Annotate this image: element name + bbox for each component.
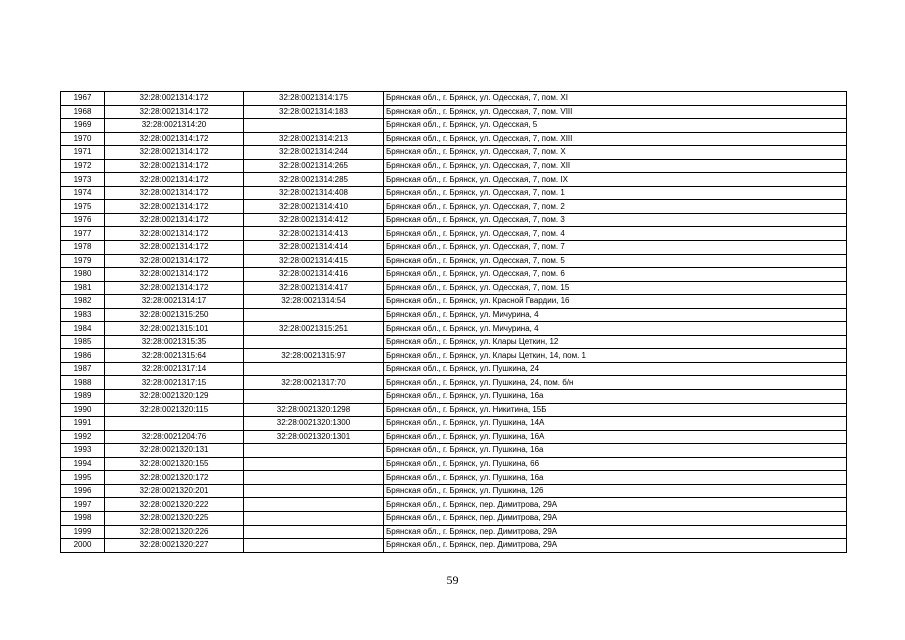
parent-cadastral-number-cell: 32:28:0021320:201 (105, 484, 244, 498)
row-number-cell: 1980 (61, 268, 105, 282)
parent-cadastral-number-cell: 32:28:0021320:226 (105, 525, 244, 539)
address-cell: Брянская обл., г. Брянск, ул. Красной Гвардии, 16 (384, 295, 847, 309)
address-cell: Брянская обл., г. Брянск, ул. Пушкина, 24, пом. б/н (384, 376, 847, 390)
row-number-cell: 1983 (61, 308, 105, 322)
parent-cadastral-number-cell: 32:28:0021320:155 (105, 457, 244, 471)
cadastral-number-cell (244, 444, 384, 458)
row-number-cell: 1992 (61, 430, 105, 444)
table-row (61, 227, 847, 241)
table-row (61, 241, 847, 255)
parent-cadastral-number-cell: 32:28:0021314:20 (105, 119, 244, 133)
cadastral-number-cell (244, 484, 384, 498)
row-number-cell: 1988 (61, 376, 105, 390)
parent-cadastral-number-cell: 32:28:0021320:129 (105, 390, 244, 404)
cadastral-number-cell: 32:28:0021315:97 (244, 349, 384, 363)
address-cell: Брянская обл., г. Брянск, ул. Одесская, 7, пом. 3 (384, 213, 847, 227)
table-row (61, 349, 847, 363)
table-row (61, 484, 847, 498)
row-number-cell: 1999 (61, 525, 105, 539)
row-number-cell: 1976 (61, 213, 105, 227)
address-cell: Брянская обл., г. Брянск, ул. Пушкина, 16а (384, 390, 847, 404)
table-row (61, 403, 847, 417)
cadastral-number-cell: 32:28:0021320:1298 (244, 403, 384, 417)
address-cell: Брянская обл., г. Брянск, ул. Одесская, 7, пом. 4 (384, 227, 847, 241)
parent-cadastral-number-cell: 32:28:0021314:172 (105, 268, 244, 282)
row-number-cell: 1994 (61, 457, 105, 471)
parent-cadastral-number-cell: 32:28:0021314:172 (105, 92, 244, 106)
table-row (61, 457, 847, 471)
address-cell: Брянская обл., г. Брянск, ул. Пушкина, 14А (384, 417, 847, 431)
table-row (61, 105, 847, 119)
table-row (61, 200, 847, 214)
address-cell: Брянская обл., г. Брянск, ул. Одесская, 7, пом. 5 (384, 254, 847, 268)
cadastral-number-cell (244, 335, 384, 349)
table-row (61, 92, 847, 106)
parent-cadastral-number-cell: 32:28:0021314:172 (105, 227, 244, 241)
address-cell: Брянская обл., г. Брянск, ул. Одесская, 7, пом. 2 (384, 200, 847, 214)
cadastral-number-cell: 32:28:0021314:414 (244, 241, 384, 255)
cadastral-number-cell: 32:28:0021317:70 (244, 376, 384, 390)
address-cell: Брянская обл., г. Брянск, пер. Димитрова, 29А (384, 511, 847, 525)
table-row (61, 417, 847, 431)
row-number-cell: 1969 (61, 119, 105, 133)
table-row (61, 376, 847, 390)
parent-cadastral-number-cell: 32:28:0021320:131 (105, 444, 244, 458)
table-row (61, 322, 847, 336)
parent-cadastral-number-cell: 32:28:0021315:250 (105, 308, 244, 322)
row-number-cell: 1987 (61, 362, 105, 376)
parent-cadastral-number-cell: 32:28:0021320:225 (105, 511, 244, 525)
address-cell: Брянская обл., г. Брянск, ул. Одесская, 7, пом. IX (384, 173, 847, 187)
parent-cadastral-number-cell: 32:28:0021314:172 (105, 200, 244, 214)
cadastral-number-cell: 32:28:0021314:413 (244, 227, 384, 241)
address-cell: Брянская обл., г. Брянск, ул. Одесская, 7, пом. 1 (384, 186, 847, 200)
address-cell: Брянская обл., г. Брянск, ул. Пушкина, 16а (384, 444, 847, 458)
parent-cadastral-number-cell: 32:28:0021314:172 (105, 213, 244, 227)
address-cell: Брянская обл., г. Брянск, ул. Одесская, 5 (384, 119, 847, 133)
address-cell: Брянская обл., г. Брянск, ул. Мичурина, 4 (384, 308, 847, 322)
parent-cadastral-number-cell: 32:28:0021317:15 (105, 376, 244, 390)
cadastral-number-cell (244, 471, 384, 485)
address-cell: Брянская обл., г. Брянск, ул. Пушкина, 24 (384, 362, 847, 376)
parent-cadastral-number-cell: 32:28:0021314:172 (105, 186, 244, 200)
parent-cadastral-number-cell: 32:28:0021314:172 (105, 173, 244, 187)
table-row (61, 525, 847, 539)
parent-cadastral-number-cell: 32:28:0021314:17 (105, 295, 244, 309)
parent-cadastral-number-cell: 32:28:0021320:172 (105, 471, 244, 485)
parent-cadastral-number-cell: 32:28:0021314:172 (105, 254, 244, 268)
row-number-cell: 1993 (61, 444, 105, 458)
parent-cadastral-number-cell: 32:28:0021320:222 (105, 498, 244, 512)
parent-cadastral-number-cell: 32:28:0021314:172 (105, 105, 244, 119)
cadastral-number-cell: 32:28:0021320:1300 (244, 417, 384, 431)
cadastral-number-cell: 32:28:0021320:1301 (244, 430, 384, 444)
cadastral-number-cell: 32:28:0021315:251 (244, 322, 384, 336)
row-number-cell: 2000 (61, 539, 105, 553)
row-number-cell: 1978 (61, 241, 105, 255)
cadastral-number-cell: 32:28:0021314:417 (244, 281, 384, 295)
address-cell: Брянская обл., г. Брянск, ул. Клары Цеткин, 14, пом. 1 (384, 349, 847, 363)
registry-table-body (61, 92, 847, 553)
table-row (61, 362, 847, 376)
address-cell: Брянская обл., г. Брянск, ул. Пушкина, 126 (384, 484, 847, 498)
table-row (61, 390, 847, 404)
cadastral-number-cell: 32:28:0021314:265 (244, 159, 384, 173)
cadastral-number-cell (244, 511, 384, 525)
row-number-cell: 1973 (61, 173, 105, 187)
parent-cadastral-number-cell: 32:28:0021314:172 (105, 159, 244, 173)
table-row (61, 254, 847, 268)
table-row (61, 335, 847, 349)
address-cell: Брянская обл., г. Брянск, ул. Одесская, 7, пом. 7 (384, 241, 847, 255)
table-row (61, 539, 847, 553)
page-number: 59 (446, 573, 459, 587)
row-number-cell: 1968 (61, 105, 105, 119)
cadastral-number-cell (244, 539, 384, 553)
row-number-cell: 1979 (61, 254, 105, 268)
parent-cadastral-number-cell: 32:28:0021315:35 (105, 335, 244, 349)
cadastral-number-cell (244, 362, 384, 376)
table-row (61, 308, 847, 322)
table-row (61, 511, 847, 525)
registry-table (60, 91, 847, 553)
row-number-cell: 1977 (61, 227, 105, 241)
address-cell: Брянская обл., г. Брянск, ул. Одесская, 7, пом. X (384, 146, 847, 160)
cadastral-number-cell (244, 308, 384, 322)
table-row (61, 186, 847, 200)
parent-cadastral-number-cell: 32:28:0021204:76 (105, 430, 244, 444)
table-row (61, 213, 847, 227)
address-cell: Брянская обл., г. Брянск, ул. Одесская, 7, пом. 6 (384, 268, 847, 282)
cadastral-number-cell: 32:28:0021314:415 (244, 254, 384, 268)
cadastral-number-cell: 32:28:0021314:244 (244, 146, 384, 160)
table-row (61, 430, 847, 444)
cadastral-number-cell (244, 119, 384, 133)
address-cell: Брянская обл., г. Брянск, пер. Димитрова, 29А (384, 525, 847, 539)
table-row (61, 173, 847, 187)
row-number-cell: 1971 (61, 146, 105, 160)
row-number-cell: 1984 (61, 322, 105, 336)
row-number-cell: 1975 (61, 200, 105, 214)
row-number-cell: 1982 (61, 295, 105, 309)
address-cell: Брянская обл., г. Брянск, пер. Димитрова, 29А (384, 539, 847, 553)
address-cell: Брянская обл., г. Брянск, пер. Димитрова, 29А (384, 498, 847, 512)
table-row (61, 132, 847, 146)
table-row (61, 268, 847, 282)
row-number-cell: 1990 (61, 403, 105, 417)
row-number-cell: 1981 (61, 281, 105, 295)
row-number-cell: 1970 (61, 132, 105, 146)
row-number-cell: 1991 (61, 417, 105, 431)
parent-cadastral-number-cell: 32:28:0021314:172 (105, 132, 244, 146)
parent-cadastral-number-cell: 32:28:0021317:14 (105, 362, 244, 376)
row-number-cell: 1989 (61, 390, 105, 404)
table-row (61, 498, 847, 512)
row-number-cell: 1986 (61, 349, 105, 363)
cadastral-number-cell (244, 457, 384, 471)
row-number-cell: 1974 (61, 186, 105, 200)
row-number-cell: 1998 (61, 511, 105, 525)
parent-cadastral-number-cell: 32:28:0021314:172 (105, 281, 244, 295)
cadastral-number-cell: 32:28:0021314:183 (244, 105, 384, 119)
address-cell: Брянская обл., г. Брянск, ул. Пушкина, 16А (384, 430, 847, 444)
parent-cadastral-number-cell: 32:28:0021315:101 (105, 322, 244, 336)
address-cell: Брянская обл., г. Брянск, ул. Пушкина, 66 (384, 457, 847, 471)
table-row (61, 159, 847, 173)
address-cell: Брянская обл., г. Брянск, ул. Мичурина, 4 (384, 322, 847, 336)
address-cell: Брянская обл., г. Брянск, ул. Клары Цеткин, 12 (384, 335, 847, 349)
table-row (61, 281, 847, 295)
cadastral-number-cell: 32:28:0021314:213 (244, 132, 384, 146)
table-row (61, 295, 847, 309)
address-cell: Брянская обл., г. Брянск, ул. Пушкина, 16а (384, 471, 847, 485)
cadastral-number-cell: 32:28:0021314:175 (244, 92, 384, 106)
table-row (61, 119, 847, 133)
row-number-cell: 1997 (61, 498, 105, 512)
cadastral-number-cell: 32:28:0021314:408 (244, 186, 384, 200)
cadastral-number-cell: 32:28:0021314:410 (244, 200, 384, 214)
row-number-cell: 1972 (61, 159, 105, 173)
table-row (61, 444, 847, 458)
table-row (61, 146, 847, 160)
address-cell: Брянская обл., г. Брянск, ул. Одесская, 7, пом. VIII (384, 105, 847, 119)
cadastral-number-cell: 32:28:0021314:416 (244, 268, 384, 282)
parent-cadastral-number-cell: 32:28:0021315:64 (105, 349, 244, 363)
parent-cadastral-number-cell: 32:28:0021314:172 (105, 146, 244, 160)
address-cell: Брянская обл., г. Брянск, ул. Одесская, 7, пом. 15 (384, 281, 847, 295)
cadastral-number-cell: 32:28:0021314:54 (244, 295, 384, 309)
cadastral-number-cell (244, 525, 384, 539)
cadastral-number-cell (244, 390, 384, 404)
parent-cadastral-number-cell: 32:28:0021320:227 (105, 539, 244, 553)
parent-cadastral-number-cell (105, 417, 244, 431)
cadastral-number-cell: 32:28:0021314:412 (244, 213, 384, 227)
parent-cadastral-number-cell: 32:28:0021314:172 (105, 241, 244, 255)
row-number-cell: 1967 (61, 92, 105, 106)
cadastral-number-cell (244, 498, 384, 512)
parent-cadastral-number-cell: 32:28:0021320:115 (105, 403, 244, 417)
row-number-cell: 1995 (61, 471, 105, 485)
address-cell: Брянская обл., г. Брянск, ул. Одесская, 7, пом. XIII (384, 132, 847, 146)
row-number-cell: 1996 (61, 484, 105, 498)
address-cell: Брянская обл., г. Брянск, ул. Одесская, 7, пом. XI (384, 92, 847, 106)
address-cell: Брянская обл., г. Брянск, ул. Одесская, 7, пом. XII (384, 159, 847, 173)
cadastral-number-cell: 32:28:0021314:285 (244, 173, 384, 187)
table-row (61, 471, 847, 485)
row-number-cell: 1985 (61, 335, 105, 349)
address-cell: Брянская обл., г. Брянск, ул. Никитина, 15Б (384, 403, 847, 417)
